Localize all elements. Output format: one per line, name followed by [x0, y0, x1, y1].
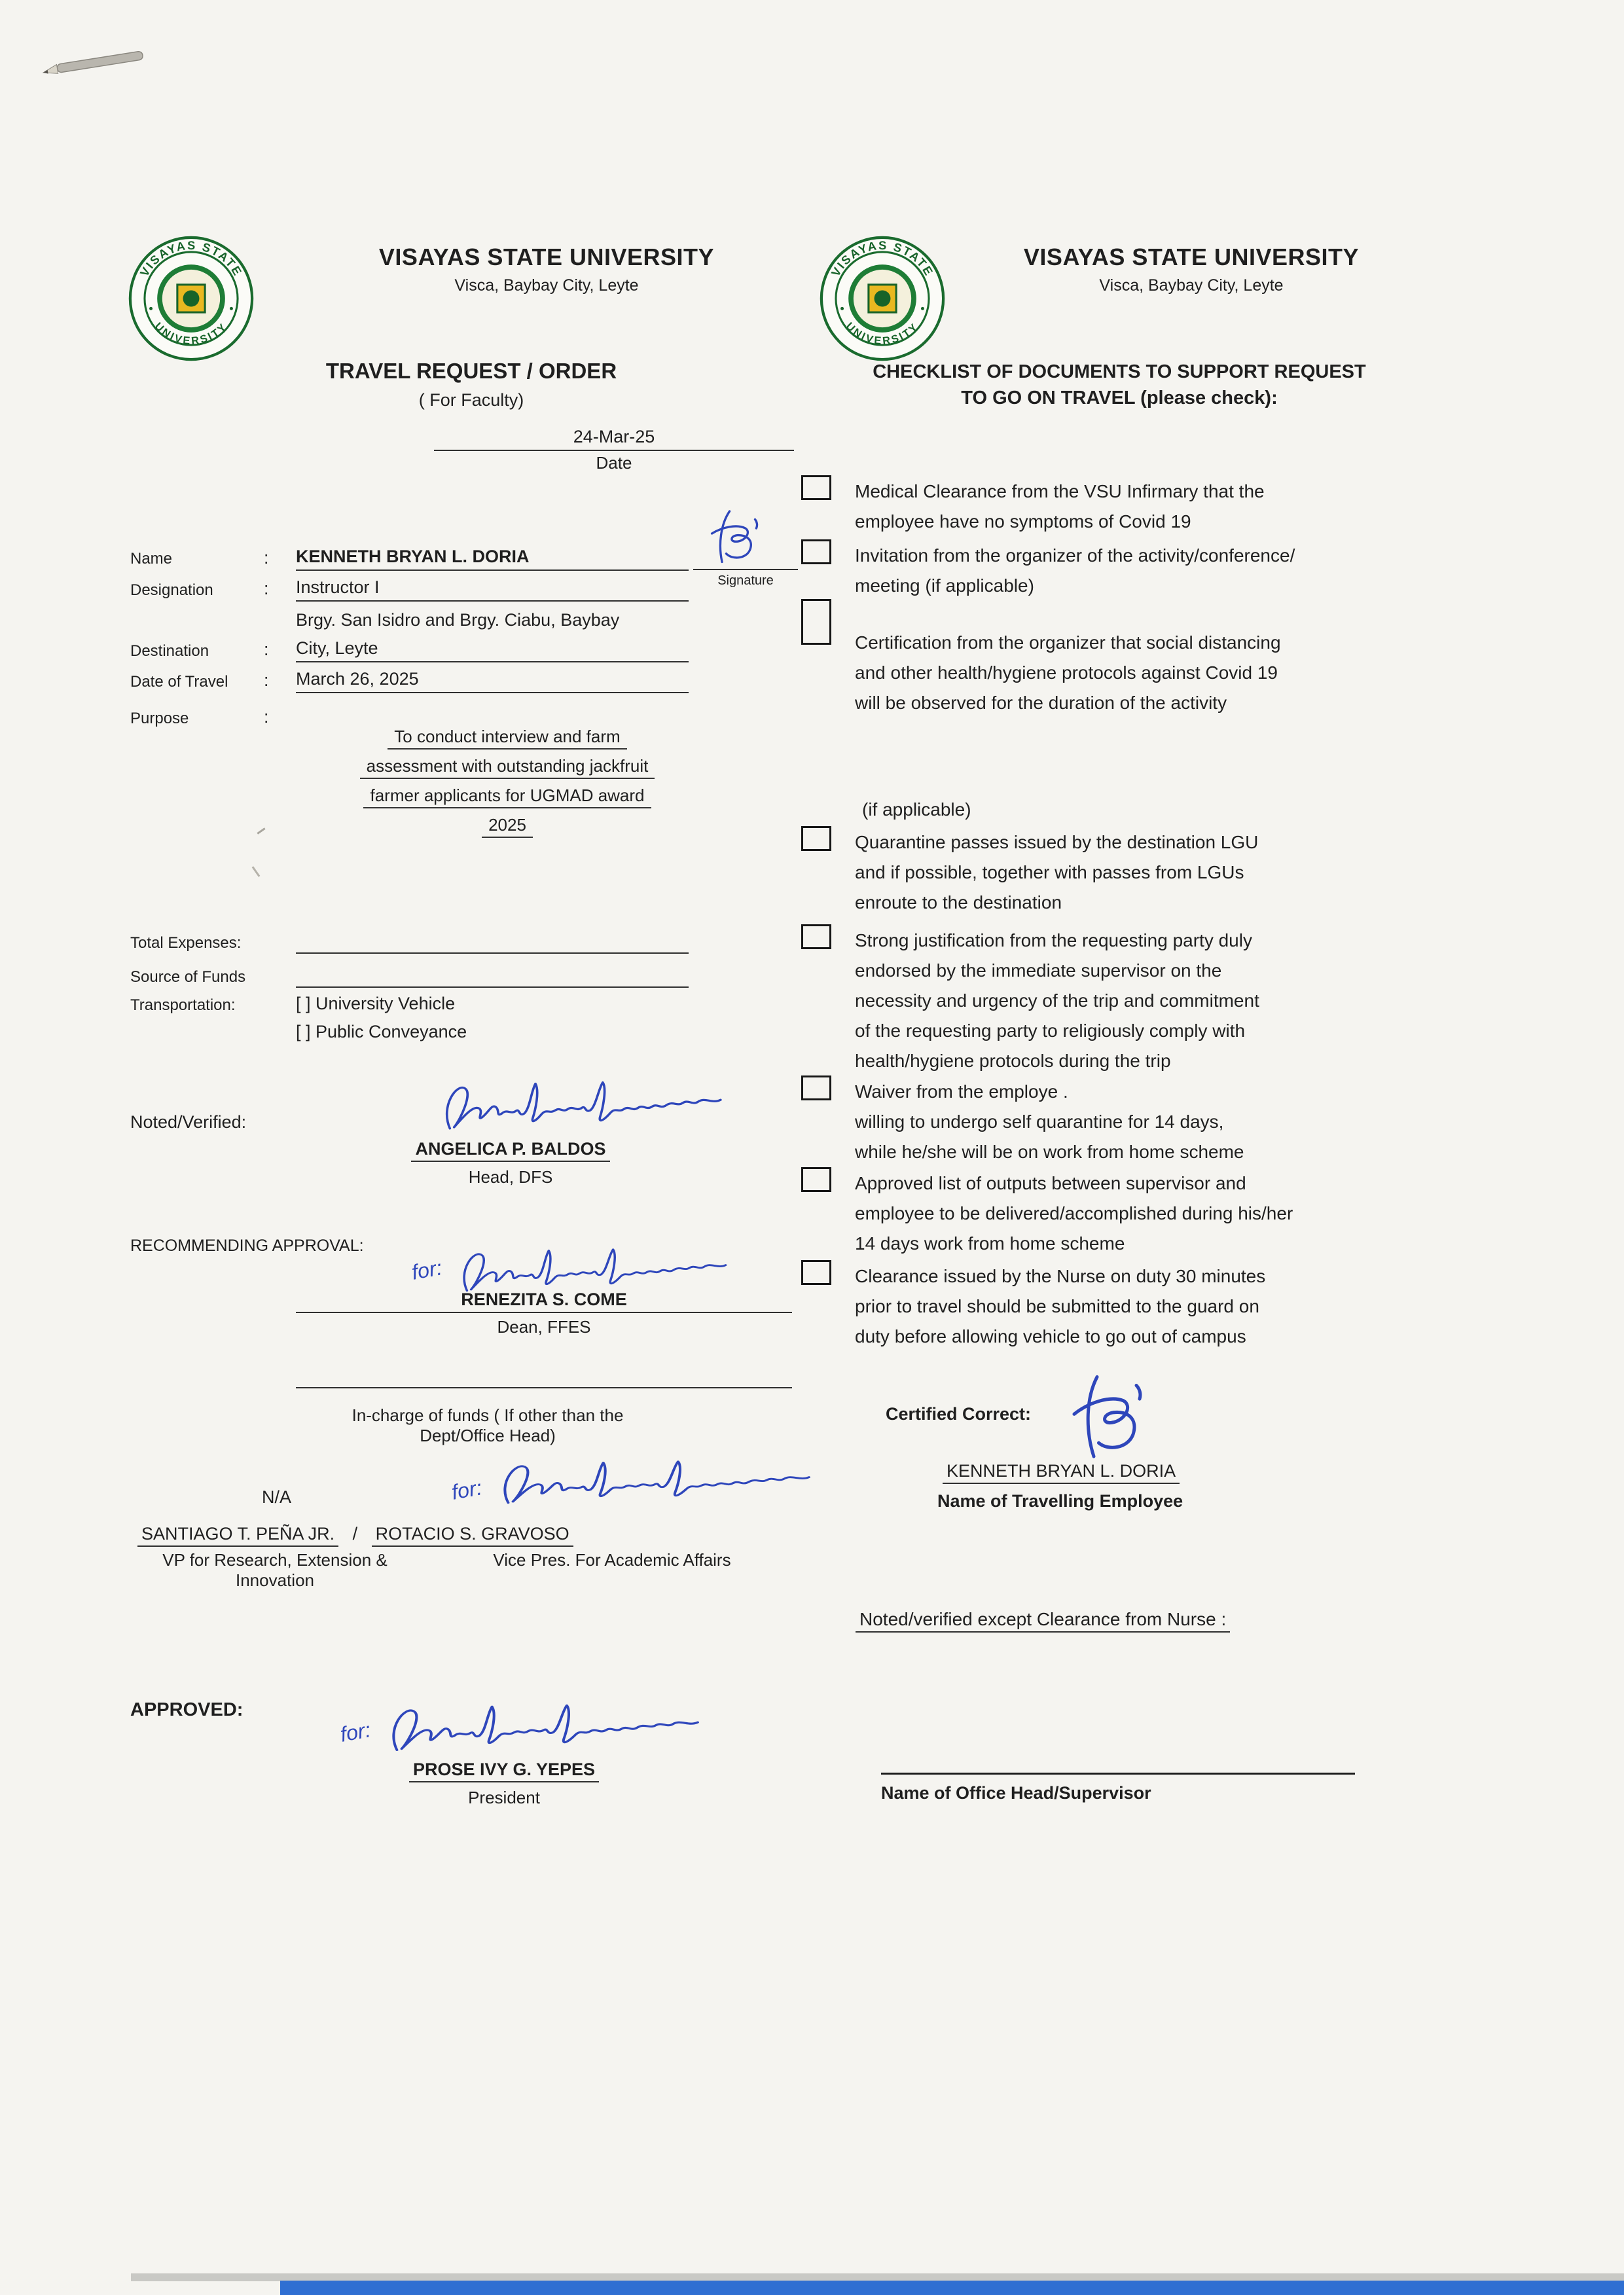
source-of-funds-field[interactable] [296, 986, 689, 988]
designation-value: Instructor I [296, 577, 689, 602]
travel-date-label: Date of Travel [130, 673, 228, 691]
colon: : [264, 670, 269, 690]
university-name: VISAYAS STATE UNIVERSITY [1023, 244, 1360, 270]
purpose-line: assessment with outstanding jackfruit [360, 756, 655, 779]
checklist-line: 14 days work from home scheme [855, 1233, 1125, 1254]
signatory1-title: VP for Research, Extension & [162, 1550, 388, 1570]
checklist-line: meeting (if applicable) [855, 575, 1034, 596]
purpose-line: To conduct interview and farm [388, 727, 626, 750]
checklist-line: Medical Clearance from the VSU Infirmary that the [855, 481, 1265, 501]
checklist-line: duty before allowing vehicle to go out of campus [855, 1326, 1246, 1346]
checklist-line: willing to undergo self quarantine for 14 days, [855, 1111, 1224, 1132]
recommending-approval-label: RECOMMENDING APPROVAL: [130, 1237, 364, 1255]
checkbox[interactable] [801, 924, 831, 949]
university-name: VISAYAS STATE UNIVERSITY [378, 244, 715, 270]
destination-value-line2: City, Leyte [296, 638, 689, 662]
checkbox[interactable] [801, 599, 831, 645]
employee-signature [692, 501, 777, 575]
date-value: 24-Mar-25 [573, 427, 655, 446]
signature-line[interactable] [693, 569, 798, 570]
checklist-item [801, 1261, 1462, 1352]
recommending-name: RENEZITA S. COME [461, 1290, 627, 1309]
signatory2-name: ROTACIO S. GRAVOSO [372, 1524, 573, 1547]
checklist-line: employee have no symptoms of Covid 19 [855, 511, 1191, 532]
total-expenses-label: Total Expenses: [130, 934, 242, 952]
date-label: Date [596, 453, 632, 473]
checklist-line: Waiver from the employe . [855, 1081, 1068, 1102]
checklist-line: Certification from the organizer that social distancing [855, 632, 1281, 653]
certified-title: Name of Travelling Employee [937, 1491, 1183, 1511]
checklist-item [801, 477, 1462, 537]
colon: : [264, 707, 269, 727]
signatory1-name: SANTIAGO T. PEÑA JR. [137, 1524, 338, 1547]
signature-kenneth-doria [1051, 1367, 1166, 1468]
vsu-seal-logo [820, 236, 945, 361]
checklist-title-line2: TO GO ON TRAVEL (please check): [961, 388, 1278, 408]
pencil-scan-artifact [36, 41, 157, 86]
checklist-line: health/hygiene protocols during the trip [855, 1051, 1171, 1071]
source-of-funds-label: Source of Funds [130, 968, 246, 986]
noted-title: Head, DFS [468, 1167, 553, 1187]
checkbox[interactable] [801, 1167, 831, 1192]
checklist-line: necessity and urgency of the trip and commitment [855, 990, 1259, 1011]
incharge-caption-line2: Dept/Office Head) [420, 1426, 556, 1445]
for-script-annotation: for: [450, 1475, 484, 1504]
recommending-name-line [296, 1312, 792, 1313]
certified-correct-label: Certified Correct: [886, 1404, 1032, 1424]
checklist-item [801, 827, 1462, 918]
recommending-title: Dean, FFES [497, 1317, 591, 1337]
colon: : [264, 579, 269, 598]
checklist-line: Strong justification from the requesting party duly [855, 930, 1252, 950]
transport-option-university-vehicle[interactable]: [ ] University Vehicle [296, 994, 456, 1013]
university-address: Visca, Baybay City, Leyte [454, 276, 639, 295]
checklist-item [801, 541, 1462, 601]
checklist-line: Quarantine passes issued by the destination LGU [855, 832, 1259, 852]
scan-edge-blue-strip [280, 2281, 1624, 2295]
na-value: N/A [262, 1487, 292, 1507]
checklist-line: and other health/hygiene protocols against Covid 19 [855, 662, 1278, 683]
incharge-signature-line[interactable] [296, 1387, 792, 1388]
signature-for-gravoso [494, 1457, 821, 1513]
checklist-line: enroute to the destination [855, 892, 1062, 913]
signature-label: Signature [717, 573, 774, 588]
name-label: Name [130, 550, 173, 568]
signature-for-prose-yepes [383, 1701, 710, 1761]
signatory1-title2: Innovation [236, 1570, 314, 1590]
approved-title: President [468, 1788, 540, 1807]
pencil-mark-artifact [257, 827, 265, 834]
signatory2-title: Vice Pres. For Academic Affairs [493, 1550, 731, 1570]
noted-verified-label: Noted/Verified: [130, 1112, 247, 1132]
checklist-item [801, 926, 1462, 1076]
destination-label: Destination [130, 642, 209, 660]
for-script-annotation: for: [410, 1256, 444, 1284]
checkbox[interactable] [801, 539, 831, 564]
checklist-line: and if possible, together with passes from LGUs [855, 862, 1244, 882]
designation-label: Designation [130, 581, 213, 599]
pencil-mark-artifact [252, 866, 261, 876]
checkbox[interactable] [801, 826, 831, 851]
destination-value-line1: Brgy. San Isidro and Brgy. Ciabu, Baybay [296, 610, 620, 630]
transportation-label: Transportation: [130, 996, 236, 1014]
purpose-label: Purpose [130, 710, 189, 727]
transport-option-public-conveyance[interactable]: [ ] Public Conveyance [296, 1022, 467, 1041]
noted-name: ANGELICA P. BALDOS [411, 1139, 609, 1162]
checklist-line: of the requesting party to religiously comply with [855, 1021, 1246, 1041]
checklist-line: will be observed for the duration of the activity [855, 693, 1227, 713]
checkbox[interactable] [801, 1260, 831, 1285]
checkbox[interactable] [801, 475, 831, 500]
date-underline [434, 450, 794, 451]
checkbox[interactable] [801, 1075, 831, 1100]
office-head-signature-line[interactable] [881, 1773, 1355, 1775]
approved-name: PROSE IVY G. YEPES [409, 1760, 599, 1782]
checklist-line: prior to travel should be submitted to the guard on [855, 1296, 1259, 1316]
certified-name: KENNETH BRYAN L. DORIA [943, 1461, 1180, 1484]
noted-except-clearance-note: Noted/verified except Clearance from Nurse : [856, 1609, 1230, 1633]
total-expenses-field[interactable] [296, 952, 689, 954]
checklist-line: employee to be delivered/accomplished during his/her [855, 1203, 1293, 1223]
checklist-item [801, 1168, 1462, 1259]
checklist-line: Approved list of outputs between supervisor and [855, 1173, 1246, 1193]
travel-date-value: March 26, 2025 [296, 669, 689, 693]
signature-angelica-baldos [437, 1077, 732, 1140]
purpose-value [314, 727, 700, 844]
colon: : [264, 640, 269, 659]
office-head-label: Name of Office Head/Supervisor [881, 1783, 1151, 1803]
name-value: KENNETH BRYAN L. DORIA [296, 547, 689, 571]
checklist-item [801, 628, 1462, 718]
purpose-line: farmer applicants for UGMAD award [363, 786, 651, 808]
form-title: TRAVEL REQUEST / ORDER [325, 359, 617, 383]
vsu-seal-logo [128, 236, 254, 361]
checklist-title-line1: CHECKLIST OF DOCUMENTS TO SUPPORT REQUEST [873, 361, 1366, 382]
purpose-line: 2025 [482, 815, 533, 838]
for-script-annotation: for: [338, 1718, 372, 1746]
university-address: Visca, Baybay City, Leyte [1099, 276, 1284, 295]
checklist-line: Clearance issued by the Nurse on duty 30 minutes [855, 1266, 1266, 1286]
checklist-line: while he/she will be on work from home scheme [855, 1142, 1244, 1162]
checklist-item [801, 1077, 1462, 1167]
approved-label: APPROVED: [130, 1699, 244, 1720]
colon: : [264, 548, 269, 568]
slash-separator: / [352, 1524, 358, 1544]
incharge-caption-line1: In-charge of funds ( If other than the [352, 1405, 624, 1425]
checklist-line: endorsed by the immediate supervisor on the [855, 960, 1222, 981]
if-applicable-note: (if applicable) [862, 799, 971, 820]
checklist-line: Invitation from the organizer of the activity/conference/ [855, 545, 1295, 566]
form-subtitle: ( For Faculty) [418, 390, 524, 410]
